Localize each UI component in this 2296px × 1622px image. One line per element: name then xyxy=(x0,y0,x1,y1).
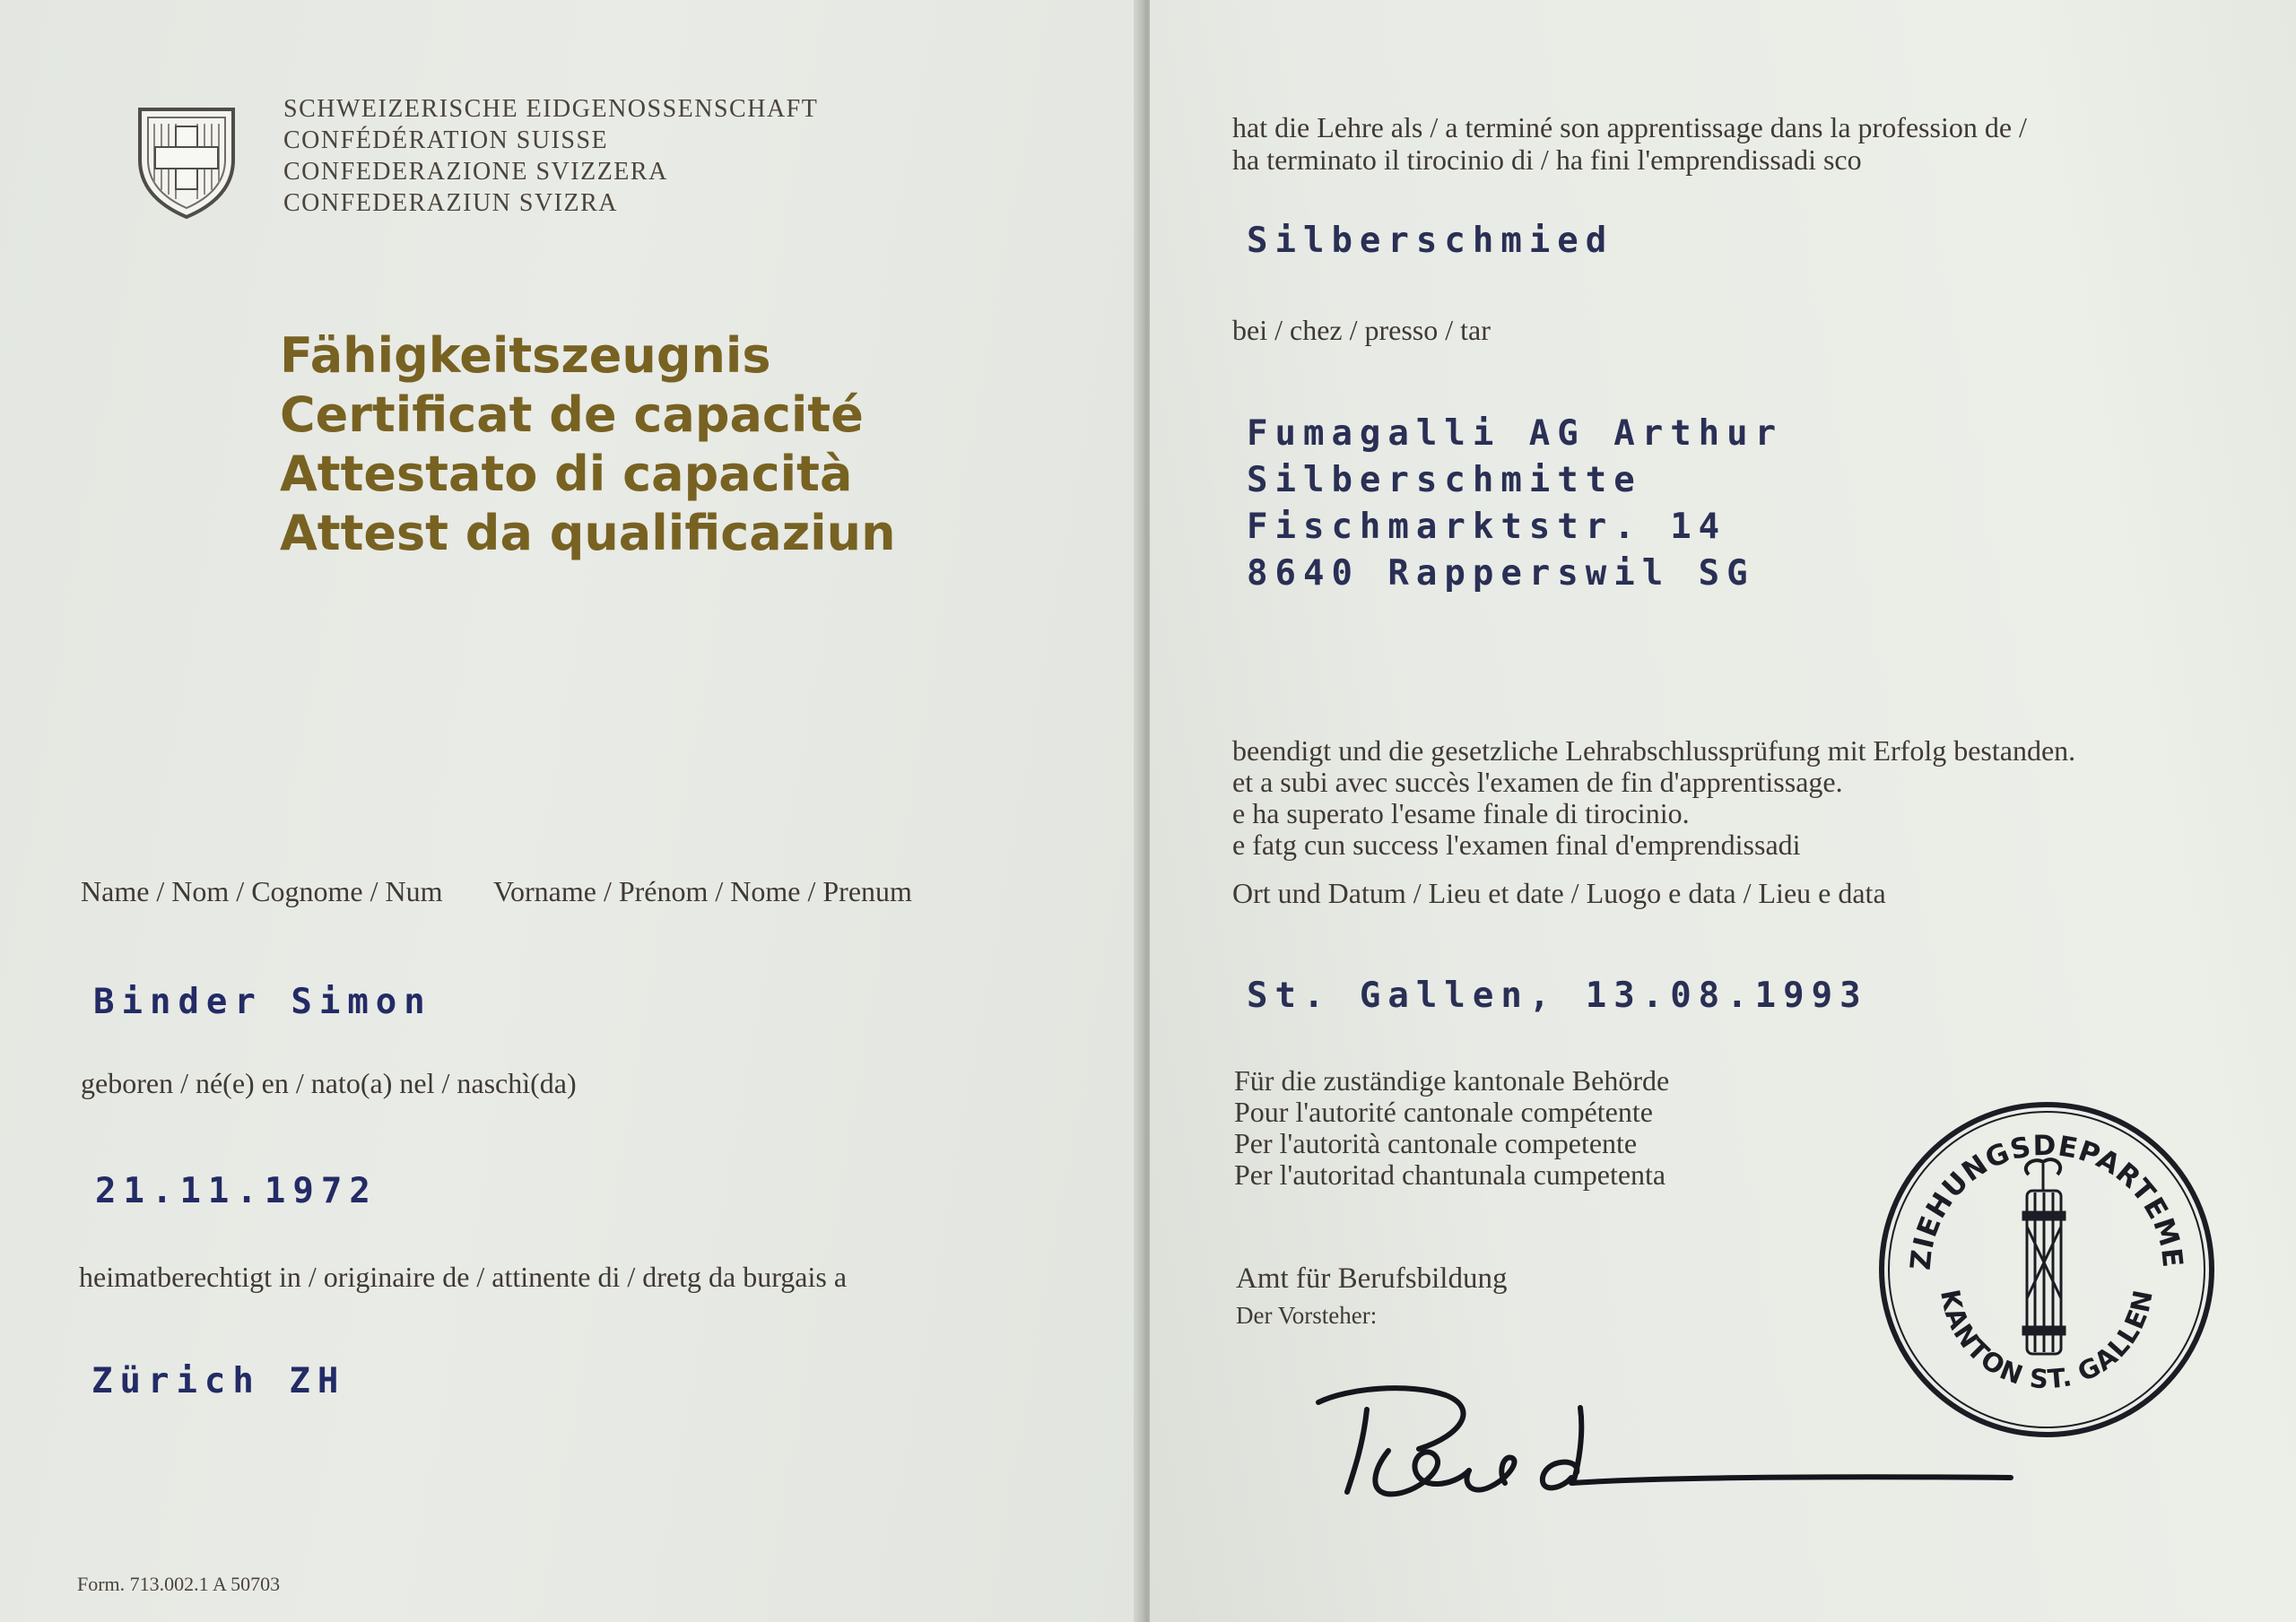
name-value: Binder Simon xyxy=(93,982,432,1022)
name-label: Name / Nom / Cognome / Num xyxy=(81,875,443,907)
confederation-line-it: CONFEDERAZIONE SVIZZERA xyxy=(283,158,668,186)
swiss-coat-of-arms-icon xyxy=(135,104,239,221)
title-line-it: Attestato di capacità xyxy=(280,446,853,502)
completion-line-fr: et a subi avec succès l'examen de fin d'apprentissage. xyxy=(1232,766,1843,798)
form-number: Form. 713.002.1 A 50703 xyxy=(77,1573,281,1595)
profession-label xyxy=(1232,111,2027,176)
profession-label-line-1: hat die Lehre als / a terminé son apprentissage dans la profession de / xyxy=(1232,111,2027,143)
title-line-rm: Attest da qualificaziun xyxy=(280,505,896,561)
place-date-label: Ort und Datum / Lieu et date / Luogo e data / Lieu e data xyxy=(1232,877,1886,909)
profession-value: Silberschmied xyxy=(1247,221,1614,261)
completion-line-rm: e fatg cun success l'examen final d'emprendissadi xyxy=(1232,828,1801,861)
authority-line-it: Per l'autorità cantonale competente xyxy=(1234,1127,1638,1159)
confederation-line-rm: CONFEDERAZIUN SVIZRA xyxy=(283,189,618,217)
employer-label: bei / chez / presso / tar xyxy=(1232,314,1491,346)
employer-line-2: Silberschmitte xyxy=(1247,460,1642,500)
origin-value: Zürich ZH xyxy=(91,1361,346,1401)
employer-line-1: Fumagalli AG Arthur xyxy=(1247,413,1784,454)
right-page xyxy=(1150,0,2296,1622)
authority-line-fr: Pour l'autorité cantonale compétente xyxy=(1234,1096,1653,1128)
confederation-line-de: SCHWEIZERISCHE EIDGENOSSENSCHAFT xyxy=(283,95,819,123)
authority-line-de: Für die zuständige kantonale Behörde xyxy=(1234,1064,1670,1097)
stamp-top-text: ZIEHUNGSDEPARTEME xyxy=(1904,1129,2189,1272)
birth-label: geboren / né(e) en / nato(a) nel / naschì(da) xyxy=(81,1067,577,1099)
office-name: Amt für Berufsbildung xyxy=(1236,1262,1508,1295)
certificate-title xyxy=(280,326,896,563)
svg-text:ERZIEHUNGSDEPARTEMENT xyxy=(1876,1092,2188,1271)
authority-line-rm: Per l'autoritad chantunala cumpetenta xyxy=(1234,1158,1666,1191)
place-date-value: St. Gallen, 13.08.1993 xyxy=(1247,976,1868,1016)
completion-statement xyxy=(1232,735,2075,861)
employer-address xyxy=(1247,411,1783,597)
head-label: Der Vorsteher: xyxy=(1236,1302,1378,1329)
stamp-bottom-text: KANTON ST. GALLEN xyxy=(1935,1287,2160,1395)
completion-line-de: beendigt und die gesetzliche Lehrabschlussprüfung mit Erfolg bestanden. xyxy=(1232,734,2076,767)
employer-line-3: Fischmarktstr. 14 xyxy=(1247,507,1727,547)
left-page xyxy=(0,0,1141,1622)
employer-line-4: 8640 Rapperswil SG xyxy=(1247,553,1755,594)
confederation-line-fr: CONFÉDÉRATION SUISSE xyxy=(283,126,609,154)
origin-label: heimatberechtigt in / originaire de / attinente di / dretg da burgais a xyxy=(79,1261,848,1293)
official-stamp xyxy=(1876,1092,2217,1442)
firstname-label: Vorname / Prénom / Nome / Prenum xyxy=(493,875,912,907)
birth-date-value: 21.11.1972 xyxy=(95,1171,378,1211)
completion-line-it: e ha superato l'esame finale di tirocinio. xyxy=(1232,797,1690,829)
confederation-heading xyxy=(283,93,818,219)
profession-label-line-2: ha terminato il tirocinio di / ha fini l'emprendissadi sco xyxy=(1232,143,1862,176)
fasces-emblem-icon xyxy=(2023,1159,2065,1354)
authority-statement xyxy=(1234,1065,1669,1191)
title-line-fr: Certificat de capacité xyxy=(280,386,864,443)
title-line-de: Fähigkeitszeugnis xyxy=(280,327,771,384)
